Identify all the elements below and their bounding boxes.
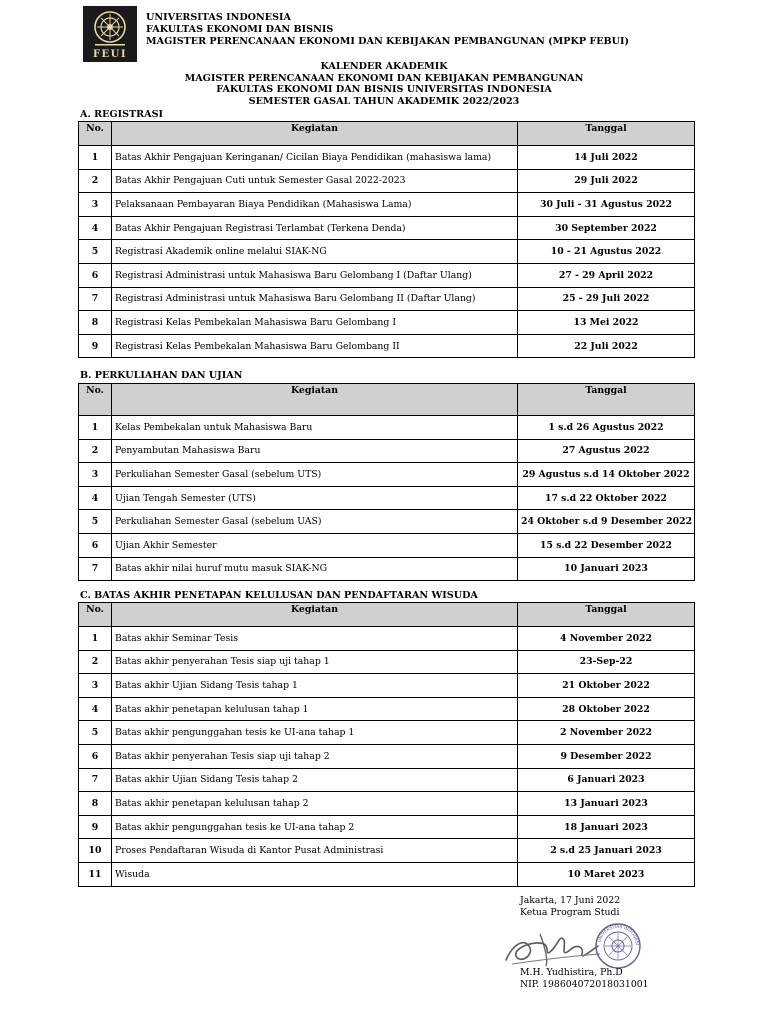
table-row <box>79 768 695 792</box>
table-row <box>79 533 695 557</box>
table-row <box>79 557 695 581</box>
institution-name: UNIVERSITAS INDONESIA <box>146 12 291 23</box>
section-title-registrasi: A. REGISTRASI <box>80 109 163 120</box>
row-kegiatan: Wisuda <box>112 862 518 886</box>
row-tanggal: 29 Agustus s.d 14 Oktober 2022 <box>518 463 695 487</box>
row-tanggal: 29 Juli 2022 <box>518 169 695 193</box>
makara-emblem-icon <box>83 6 137 50</box>
logo-text: FEUI <box>92 49 128 60</box>
row-tanggal: 17 s.d 22 Oktober 2022 <box>518 486 695 510</box>
row-number: 4 <box>79 486 112 510</box>
row-kegiatan: Proses Pendaftaran Wisuda di Kantor Pusat Administrasi <box>112 839 518 863</box>
row-tanggal: 14 Juli 2022 <box>518 146 695 170</box>
row-kegiatan: Batas akhir pengunggahan tesis ke UI-ana tahap 2 <box>112 815 518 839</box>
header-no: No. <box>79 603 112 627</box>
row-tanggal: 25 - 29 Juli 2022 <box>518 287 695 311</box>
row-number: 6 <box>79 744 112 768</box>
table-registrasi <box>78 121 695 358</box>
row-number: 4 <box>79 697 112 721</box>
row-tanggal: 30 Juli - 31 Agustus 2022 <box>518 193 695 217</box>
row-tanggal: 22 Juli 2022 <box>518 334 695 358</box>
row-tanggal: 10 - 21 Agustus 2022 <box>518 240 695 264</box>
rows-kelulusan-wisuda <box>79 627 695 887</box>
row-number: 2 <box>79 439 112 463</box>
header-no: No. <box>79 384 112 416</box>
row-kegiatan: Batas akhir penyerahan Tesis siap uji tahap 2 <box>112 744 518 768</box>
table-row <box>79 287 695 311</box>
table-kelulusan-wisuda <box>78 602 695 887</box>
header-kegiatan: Kegiatan <box>112 384 518 416</box>
row-number: 4 <box>79 216 112 240</box>
row-tanggal: 23-Sep-22 <box>518 650 695 674</box>
row-kegiatan: Batas akhir nilai huruf mutu masuk SIAK-NG <box>112 557 518 581</box>
row-number: 7 <box>79 287 112 311</box>
row-tanggal: 21 Oktober 2022 <box>518 674 695 698</box>
row-number: 9 <box>79 815 112 839</box>
row-kegiatan: Batas Akhir Pengajuan Cuti untuk Semester Gasal 2022-2023 <box>112 169 518 193</box>
row-kegiatan: Batas akhir penyerahan Tesis siap uji tahap 1 <box>112 650 518 674</box>
row-number: 1 <box>79 416 112 440</box>
row-number: 2 <box>79 650 112 674</box>
header-tanggal: Tanggal <box>518 384 695 416</box>
row-number: 3 <box>79 674 112 698</box>
row-tanggal: 27 - 29 April 2022 <box>518 263 695 287</box>
row-kegiatan: Penyambutan Mahasiswa Baru <box>112 439 518 463</box>
table-row <box>79 416 695 440</box>
header-kegiatan: Kegiatan <box>112 122 518 146</box>
row-kegiatan: Batas akhir penetapan kelulusan tahap 2 <box>112 792 518 816</box>
stamp-text: UNIVERSITAS INDONESI <box>597 924 639 946</box>
row-kegiatan: Batas akhir Seminar Tesis <box>112 627 518 651</box>
table-row <box>79 674 695 698</box>
row-tanggal: 13 Januari 2023 <box>518 792 695 816</box>
row-tanggal: 15 s.d 22 Desember 2022 <box>518 533 695 557</box>
feui-logo <box>83 6 137 62</box>
table-header-row <box>79 603 695 627</box>
table-row <box>79 193 695 217</box>
row-tanggal: 10 Maret 2023 <box>518 862 695 886</box>
table-row <box>79 721 695 745</box>
signature-role: Ketua Program Studi <box>520 907 620 918</box>
table-row <box>79 334 695 358</box>
row-number: 7 <box>79 768 112 792</box>
table-row <box>79 510 695 534</box>
document-title <box>0 61 768 107</box>
row-kegiatan: Registrasi Kelas Pembekalan Mahasiswa Baru Gelombang I <box>112 311 518 335</box>
row-kegiatan: Kelas Pembekalan untuk Mahasiswa Baru <box>112 416 518 440</box>
section-title-kelulusan-wisuda: C. BATAS AKHIR PENETAPAN KELULUSAN DAN PENDAFTARAN WISUDA <box>80 590 478 601</box>
row-tanggal: 1 s.d 26 Agustus 2022 <box>518 416 695 440</box>
title-line: KALENDER AKADEMIK <box>320 61 448 72</box>
row-number: 5 <box>79 510 112 534</box>
table-row <box>79 627 695 651</box>
header-tanggal: Tanggal <box>518 122 695 146</box>
row-number: 10 <box>79 839 112 863</box>
table-row <box>79 216 695 240</box>
row-number: 11 <box>79 862 112 886</box>
table-row <box>79 263 695 287</box>
row-kegiatan: Pelaksanaan Pembayaran Biaya Pendidikan (Mahasiswa Lama) <box>112 193 518 217</box>
row-tanggal: 30 September 2022 <box>518 216 695 240</box>
row-tanggal: 2 November 2022 <box>518 721 695 745</box>
row-number: 8 <box>79 311 112 335</box>
university-stamp-icon <box>500 920 640 968</box>
title-line: FAKULTAS EKONOMI DAN BISNIS UNIVERSITAS INDONESIA <box>216 84 552 96</box>
table-row <box>79 439 695 463</box>
table-row <box>79 697 695 721</box>
table-row <box>79 862 695 886</box>
row-kegiatan: Ujian Akhir Semester <box>112 533 518 557</box>
table-row <box>79 792 695 816</box>
row-number: 8 <box>79 792 112 816</box>
row-tanggal: 2 s.d 25 Januari 2023 <box>518 839 695 863</box>
row-kegiatan: Ujian Tengah Semester (UTS) <box>112 486 518 510</box>
rows-perkuliahan <box>79 416 695 581</box>
table-row <box>79 146 695 170</box>
row-kegiatan: Registrasi Administrasi untuk Mahasiswa Baru Gelombang II (Daftar Ulang) <box>112 287 518 311</box>
table-header-row <box>79 122 695 146</box>
title-line: MAGISTER PERENCANAAN EKONOMI DAN KEBIJAKAN PEMBANGUNAN <box>184 72 584 84</box>
table-row <box>79 744 695 768</box>
program-name: MAGISTER PERENCANAAN EKONOMI DAN KEBIJAKAN PEMBANGUNAN (MPKP FEBUI) <box>146 36 630 47</box>
title-line: SEMESTER GASAL TAHUN AKADEMIK 2022/2023 <box>248 95 520 107</box>
row-number: 6 <box>79 263 112 287</box>
row-tanggal: 24 Oktober s.d 9 Desember 2022 <box>518 510 695 534</box>
row-kegiatan: Batas akhir pengunggahan tesis ke UI-ana tahap 1 <box>112 721 518 745</box>
row-number: 3 <box>79 193 112 217</box>
table-row <box>79 815 695 839</box>
row-number: 1 <box>79 627 112 651</box>
row-kegiatan: Perkuliahan Semester Gasal (sebelum UTS) <box>112 463 518 487</box>
rows-registrasi <box>79 146 695 358</box>
table-row <box>79 169 695 193</box>
table-row <box>79 240 695 264</box>
row-number: 9 <box>79 334 112 358</box>
table-perkuliahan <box>78 383 695 581</box>
table-row <box>79 650 695 674</box>
table-header-row <box>79 384 695 416</box>
handwritten-signature-icon <box>506 934 600 966</box>
row-kegiatan: Batas akhir penetapan kelulusan tahap 1 <box>112 697 518 721</box>
row-tanggal: 27 Agustus 2022 <box>518 439 695 463</box>
header-kegiatan: Kegiatan <box>112 603 518 627</box>
row-kegiatan: Batas akhir Ujian Sidang Tesis tahap 2 <box>112 768 518 792</box>
table-row <box>79 486 695 510</box>
row-tanggal: 28 Oktober 2022 <box>518 697 695 721</box>
signature-and-stamp <box>500 920 650 972</box>
row-tanggal: 10 Januari 2023 <box>518 557 695 581</box>
header-no: No. <box>79 122 112 146</box>
row-number: 7 <box>79 557 112 581</box>
signature-place-date: Jakarta, 17 Juni 2022 <box>520 895 621 906</box>
section-title-perkuliahan: B. PERKULIAHAN DAN UJIAN <box>80 370 243 381</box>
faculty-name: FAKULTAS EKONOMI DAN BISNIS <box>146 24 334 35</box>
row-tanggal: 6 Januari 2023 <box>518 768 695 792</box>
row-kegiatan: Registrasi Akademik online melalui SIAK-NG <box>112 240 518 264</box>
row-number: 3 <box>79 463 112 487</box>
institution-block <box>146 12 629 48</box>
row-tanggal: 18 Januari 2023 <box>518 815 695 839</box>
row-tanggal: 9 Desember 2022 <box>518 744 695 768</box>
table-row <box>79 463 695 487</box>
row-number: 2 <box>79 169 112 193</box>
row-tanggal: 4 November 2022 <box>518 627 695 651</box>
row-kegiatan: Batas Akhir Pengajuan Registrasi Terlambat (Terkena Denda) <box>112 216 518 240</box>
signatory-nip: NIP. 198604072018031001 <box>520 979 649 990</box>
row-kegiatan: Registrasi Kelas Pembekalan Mahasiswa Baru Gelombang II <box>112 334 518 358</box>
table-row <box>79 839 695 863</box>
row-kegiatan: Perkuliahan Semester Gasal (sebelum UAS) <box>112 510 518 534</box>
table-row <box>79 311 695 335</box>
row-kegiatan: Batas akhir Ujian Sidang Tesis tahap 1 <box>112 674 518 698</box>
row-number: 5 <box>79 721 112 745</box>
row-number: 6 <box>79 533 112 557</box>
row-kegiatan: Batas Akhir Pengajuan Keringanan/ Cicilan Biaya Pendidikan (mahasiswa lama) <box>112 146 518 170</box>
row-number: 5 <box>79 240 112 264</box>
row-kegiatan: Registrasi Administrasi untuk Mahasiswa Baru Gelombang I (Daftar Ulang) <box>112 263 518 287</box>
row-number: 1 <box>79 146 112 170</box>
signatory-name: M.H. Yudhistira, Ph.D <box>520 967 623 978</box>
header-tanggal: Tanggal <box>518 603 695 627</box>
row-tanggal: 13 Mei 2022 <box>518 311 695 335</box>
